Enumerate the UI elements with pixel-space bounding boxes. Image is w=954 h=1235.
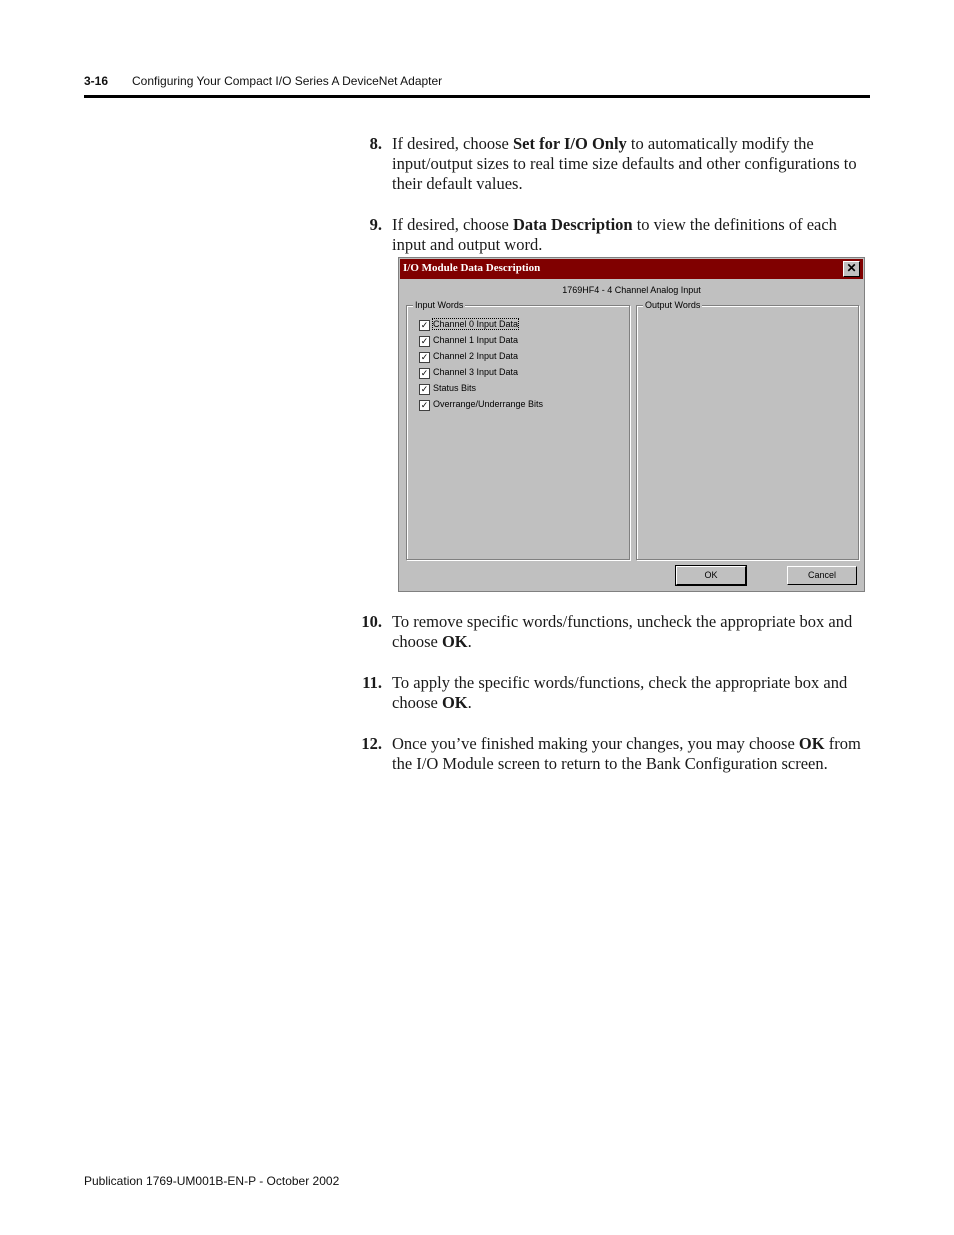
checkbox-icon[interactable]: ✓: [420, 352, 429, 362]
page-number: 3-16: [84, 74, 109, 88]
step-number: 8.: [369, 134, 382, 153]
step-text: To remove specific words/functions, uncheck the appropriate box and choose OK.: [392, 612, 853, 651]
io-module-data-description-dialog: [398, 257, 865, 592]
dialog-title: I/O Module Data Description: [403, 262, 541, 274]
step-text: If desired, choose Set for I/O Only to automatically modify the input/output sizes to real time size defaults and other configurations to their default values.: [392, 134, 857, 193]
ok-button[interactable]: OK: [676, 566, 746, 585]
page-header: [84, 72, 870, 96]
chapter-title: Configuring Your Compact I/O Series A DeviceNet Adapter: [132, 74, 443, 88]
header-rule: [84, 95, 870, 98]
checkbox-icon[interactable]: ✓: [420, 400, 429, 410]
step-10: [350, 612, 870, 652]
output-words-label: Output Words: [645, 300, 701, 310]
input-words-label: Input Words: [415, 300, 464, 310]
checkbox-icon[interactable]: ✓: [420, 384, 429, 394]
step-number: 9.: [369, 215, 382, 234]
module-name: 1769HF4 - 4 Channel Analog Input: [562, 285, 701, 295]
step-number: 11.: [362, 673, 382, 692]
step-11: [350, 673, 870, 713]
checkbox-icon[interactable]: ✓: [420, 368, 429, 378]
cancel-button[interactable]: Cancel: [787, 566, 857, 585]
checkbox-icon[interactable]: ✓: [420, 320, 429, 330]
close-icon[interactable]: ✕: [843, 261, 860, 277]
step-12: [350, 734, 870, 774]
step-9: [350, 215, 870, 255]
step-8: [350, 134, 870, 194]
output-words-group: [636, 300, 859, 560]
step-number: 10.: [361, 612, 382, 631]
step-text: To apply the specific words/functions, check the appropriate box and choose OK.: [392, 673, 848, 712]
step-text: Once you’ve finished making your changes, you may choose OK from the I/O Module screen to return to the Bank Configuration screen.: [392, 734, 861, 773]
checkbox-icon[interactable]: ✓: [420, 336, 429, 346]
dialog-title-bar: [400, 259, 863, 279]
step-number: 12.: [361, 734, 382, 753]
publication-footer: Publication 1769-UM001B-EN-P - October 2002: [84, 1174, 340, 1188]
step-text: If desired, choose Data Description to view the definitions of each input and output word.: [392, 215, 837, 254]
input-words-group: Input Words ✓ Channel 0 Input Data ✓ Channel 1 Input Data ✓ Channel 2 Input Data ✓ Channel 3 Input Data ✓ Status Bits ✓ Overrange/Underrange Bits: [406, 305, 630, 560]
